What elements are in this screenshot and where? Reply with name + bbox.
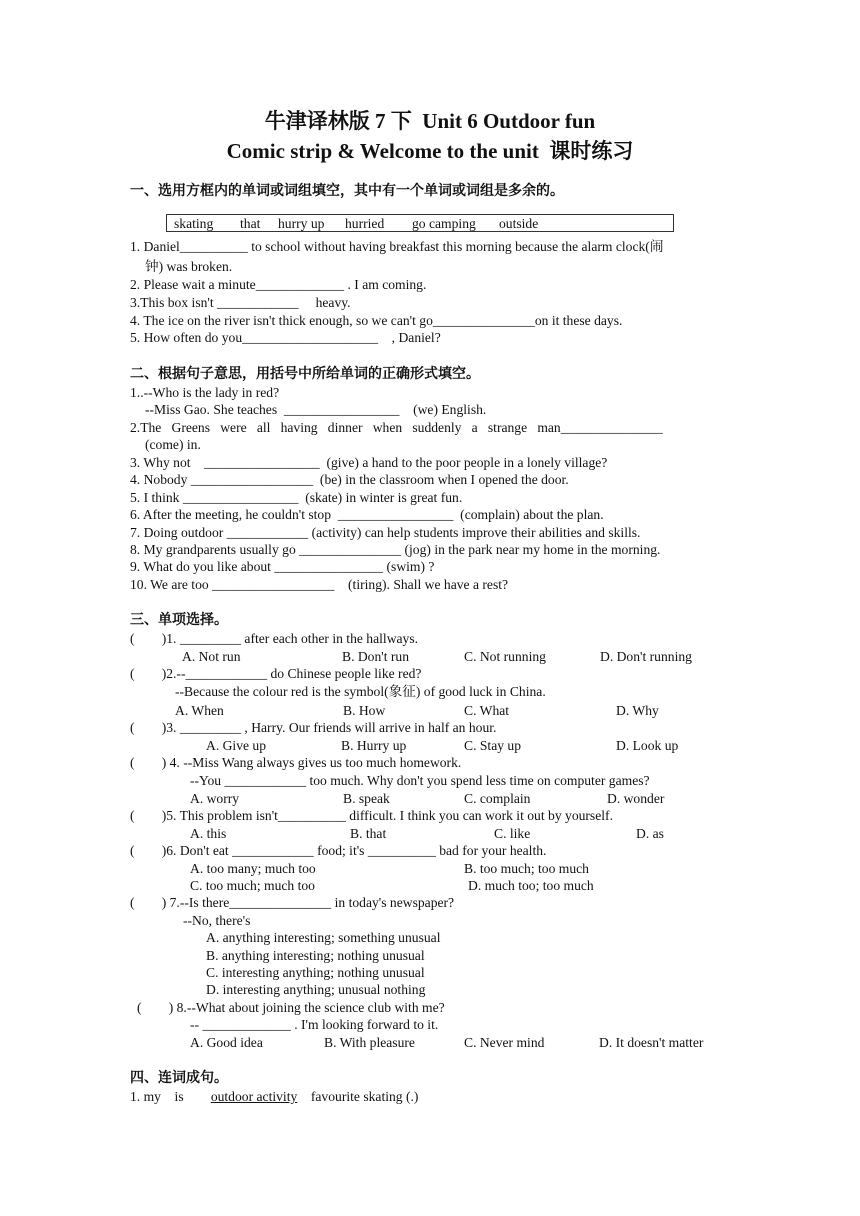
mc-option: C. too much; much too	[190, 878, 315, 893]
mc-option: D. interesting anything; unusual nothing	[206, 982, 426, 997]
s2-question: 4. Nobody __________________ (be) in the classroom when I opened the door.	[130, 472, 569, 487]
s1-question: 1. Daniel__________ to school without having breakfast this morning because the alarm clock(闹	[130, 239, 664, 254]
mc-question: ( )5. This problem isn't__________ difficult. I think you can work it out by yourself.	[130, 808, 613, 823]
section4-heading: 四、连词成句。	[130, 1070, 228, 1086]
s2-question: 5. I think _________________ (skate) in winter is great fun.	[130, 490, 463, 505]
mc-question: -- _____________ . I'm looking forward to it.	[190, 1017, 439, 1032]
s1-question: 2. Please wait a minute_____________ . I am coming.	[130, 277, 427, 292]
s2-question: 2.The Greens were all having dinner when suddenly a strange man_______________	[130, 420, 663, 435]
mc-option: A. too many; much too	[190, 861, 316, 876]
mc-option: C. What	[464, 703, 510, 718]
s1-question: 钟) was broken.	[145, 259, 233, 274]
mc-option: B. With pleasure	[324, 1035, 415, 1050]
s2-question: 9. What do you like about ________________ (swim) ?	[130, 559, 435, 574]
mc-option: B. Don't run	[342, 649, 410, 664]
word-item: that	[240, 216, 261, 231]
word-box	[166, 214, 674, 232]
word-item: hurried	[345, 216, 385, 231]
mc-option: C. like	[494, 826, 531, 841]
mc-option: B. too much; too much	[464, 861, 589, 876]
word-item: outside	[499, 216, 539, 231]
mc-question: ( ) 8.--What about joining the science club with me?	[137, 1000, 445, 1015]
mc-option: D. Don't running	[600, 649, 692, 664]
mc-option: A. anything interesting; something unusual	[206, 930, 441, 945]
section3-heading: 三、单项选择。	[130, 612, 228, 628]
mc-option: C. Not running	[464, 649, 546, 664]
mc-option: A. this	[190, 826, 227, 841]
mc-option: B. Hurry up	[341, 738, 407, 753]
mc-question: ( )1. _________ after each other in the hallways.	[130, 631, 419, 646]
mc-question: --Because the colour red is the symbol(象征) of good luck in China.	[175, 684, 546, 699]
s1-question: 4. The ice on the river isn't thick enough, so we can't go_______________on it these days.	[130, 313, 623, 328]
mc-option: A. Good idea	[190, 1035, 263, 1050]
section2-heading: 二、根据句子意思，用括号中所给单词的正确形式填空。	[130, 366, 480, 382]
mc-question: ( )6. Don't eat ____________ food; it's __________ bad for your health.	[130, 843, 547, 858]
mc-option: B. speak	[343, 791, 390, 806]
mc-option: A. When	[175, 703, 224, 718]
s2-question: 1..--Who is the lady in red?	[130, 385, 280, 400]
mc-option: B. How	[343, 703, 386, 718]
s2-question: 7. Doing outdoor ____________ (activity) can help students improve their abilities and skills.	[130, 525, 641, 540]
mc-option: C. Stay up	[464, 738, 522, 753]
word-item: hurry up	[278, 216, 325, 231]
s2-question: (come) in.	[145, 437, 201, 452]
mc-question: --You ____________ too much. Why don't you spend less time on computer games?	[190, 773, 650, 788]
mc-option: A. worry	[190, 791, 240, 806]
mc-question: --No, there's	[183, 913, 251, 928]
mc-question: ( ) 4. --Miss Wang always gives us too much homework.	[130, 755, 462, 770]
s1-question: 3.This box isn't ____________ heavy.	[130, 295, 351, 310]
s2-question: 10. We are too __________________ (tiring). Shall we have a rest?	[130, 577, 509, 592]
s4-q1-underlined: outdoor activity	[210, 1089, 298, 1104]
s2-question: 8. My grandparents usually go _______________ (jog) in the park near my home in the morning.	[130, 542, 661, 557]
s2-question: 3. Why not _________________ (give) a hand to the poor people in a lonely village?	[130, 455, 608, 470]
mc-option: B. that	[350, 826, 387, 841]
mc-option: C. interesting anything; nothing unusual	[206, 965, 425, 980]
s2-question: --Miss Gao. She teaches _________________ (we) English.	[145, 402, 487, 417]
mc-option: A. Give up	[206, 738, 267, 753]
s4-q1-end: favourite skating (.)	[297, 1089, 419, 1104]
mc-question: ( )3. _________ , Harry. Our friends will arrive in half an hour.	[130, 720, 497, 735]
page-title-line1: 牛津译林版 7 下 Unit 6 Outdoor fun	[264, 109, 596, 133]
mc-option: D. as	[636, 826, 664, 841]
mc-question: ( ) 7.--Is there_______________ in today's newspaper?	[130, 895, 455, 910]
mc-option: D. much too; too much	[468, 878, 594, 893]
page-title-line2: Comic strip & Welcome to the unit 课时练习	[226, 139, 634, 163]
mc-option: C. complain	[464, 791, 531, 806]
s4-question	[130, 1088, 418, 1105]
s1-question: 5. How often do you____________________ , Daniel?	[130, 330, 441, 345]
mc-question: ( )2.--____________ do Chinese people like red?	[130, 666, 422, 681]
s2-question: 6. After the meeting, he couldn't stop _________________ (complain) about the plan.	[130, 507, 604, 522]
mc-option: D. Why	[616, 703, 659, 718]
word-item: skating	[174, 216, 214, 231]
mc-option: C. Never mind	[464, 1035, 545, 1050]
mc-option: D. Look up	[616, 738, 679, 753]
mc-option: A. Not run	[182, 649, 241, 664]
mc-option: B. anything interesting; nothing unusual	[206, 948, 425, 963]
mc-option: D. wonder	[607, 791, 665, 806]
section1-heading: 一、选用方框内的单词或词组填空，其中有一个单词或词组是多余的。	[130, 183, 564, 199]
s4-q1-start: 1. my is	[130, 1089, 211, 1104]
mc-option: D. It doesn't matter	[599, 1035, 704, 1050]
word-item: go camping	[412, 216, 476, 231]
